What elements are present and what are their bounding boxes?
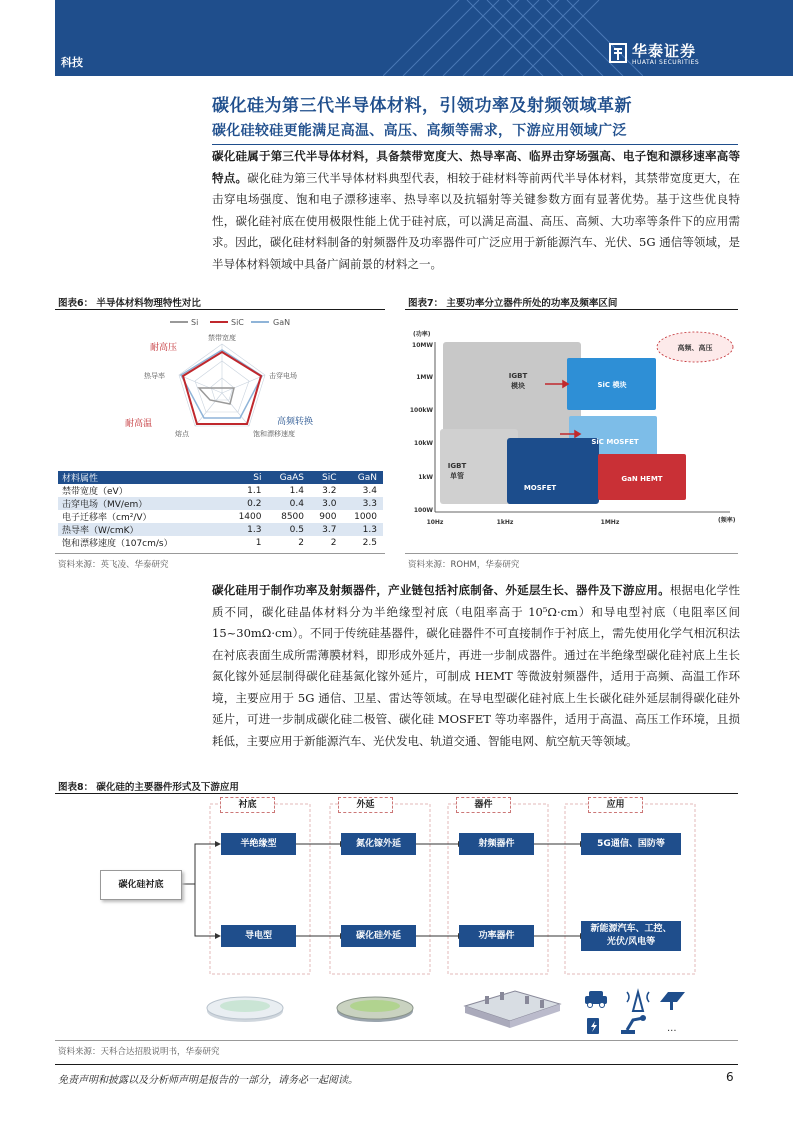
table-cell: 0.2 xyxy=(227,497,267,510)
legend-gan: GaN xyxy=(273,318,291,327)
logo-chinese: 华泰证券 xyxy=(632,42,697,60)
paragraph-intro-body: 碳化硅为第三代半导体材料典型代表，相较于硅材料等前两代半导体材料，其禁带宽度更大，在击穿电场强度、饱和电子漂移速率、热导率以及抗辐射等关键参数方面有显著优势。基于这些优良特性，碳化硅衬底在使用极限性能上优于硅衬底，可以满足高温、高压、高频、大功率等条件下的应用需求。因此，碳化硅材料制备的射频器件及功率器件可广泛应用于新能源汽车、光伏、5G 通信等领域，是半导体材料领域中具备广阔前景的材料之一。 xyxy=(212,170,740,271)
table-cell: 击穿电场（MV/em） xyxy=(58,497,227,510)
label-sic-mosfet: SiC MOSFET xyxy=(591,438,639,446)
fig8-label: 图表8： 碳化硅的主要器件形式及下游应用 xyxy=(58,782,239,793)
stage-device: 器件 xyxy=(456,797,511,813)
fig6-legend xyxy=(170,318,290,327)
paragraph-intro xyxy=(212,146,740,275)
fig7-bottom-rule xyxy=(405,553,738,554)
table-row xyxy=(58,536,383,549)
table-cell: 0.5 xyxy=(267,523,310,536)
label-igbt-discrete-l1: IGBT xyxy=(447,462,467,470)
node-ev-pv: 新能源汽车、工控、 光伏/风电等 xyxy=(581,921,681,951)
page-header xyxy=(55,0,793,76)
node-5g-defense: 5G通信、国防等 xyxy=(581,833,681,855)
table-cell: 2 xyxy=(330,537,337,548)
table-header: 材料属性 xyxy=(58,471,227,484)
header-pattern xyxy=(383,0,643,76)
flow-connectors xyxy=(182,844,580,936)
label-gan-hemt: GaN HEMT xyxy=(621,475,663,483)
table-cell: 2.5 xyxy=(362,537,377,548)
table-cell: 1400 xyxy=(238,511,262,522)
fig7-source: 资料来源：ROHM，华泰研究 xyxy=(408,560,520,570)
table-cell: 1000 xyxy=(354,511,377,522)
charging-icon xyxy=(587,1018,599,1034)
table-cell: 电子迁移率（cm²/V） xyxy=(62,513,152,523)
epi-wafer-image xyxy=(337,997,413,1022)
stage-epitaxy: 外延 xyxy=(338,797,393,813)
footer-disclaimer: 免责声明和披露以及分析师声明是报告的一部分，请务必一起阅读。 xyxy=(58,1075,358,1086)
label-igbt-discrete-l2: 单管 xyxy=(450,472,464,480)
table-cell: 1 xyxy=(255,537,262,548)
legend-sic: SiC xyxy=(231,318,244,327)
node-conductive: 导电型 xyxy=(221,925,296,947)
fig7-power-frequency-chart xyxy=(405,312,738,552)
paragraph-supply-chain-lead: 碳化硅用于制作功率及射频器件，产业链包括衬底制备、外延层生长、器件及下游应用。 xyxy=(212,583,670,597)
title-divider xyxy=(212,144,738,145)
table-header-row xyxy=(58,471,383,484)
fig7-top-rule xyxy=(405,309,738,310)
stage-application: 应用 xyxy=(588,797,643,813)
radar-grid xyxy=(179,344,265,426)
page-title: 碳化硅为第三代半导体材料，引领功率及射频领域革新 xyxy=(212,96,632,116)
label-igbt-module-l2: 模块 xyxy=(511,382,525,390)
table-cell: 饱和漂移速度（107cm/s） xyxy=(62,539,173,549)
table-row xyxy=(58,510,383,523)
fig6-label: 图表6： 半导体材料物理特性对比 xyxy=(58,298,201,309)
table-row xyxy=(58,523,383,536)
fig8-top-rule xyxy=(55,793,738,794)
region-igbt-module xyxy=(443,342,581,442)
callout-high-freq: 高频转换 xyxy=(277,417,314,427)
table-cell: 3.4 xyxy=(362,485,377,496)
table-cell: 1.3 xyxy=(342,523,383,536)
axis-saturation: 饱和漂移速度 xyxy=(253,430,295,438)
label-mosfet: MOSFET xyxy=(523,484,557,492)
solar-panel-icon xyxy=(660,992,685,1010)
y-tick-1mw: 1MW xyxy=(416,374,433,381)
callout-high-temp: 耐高温 xyxy=(125,419,153,429)
label-sic-module: SiC 模块 xyxy=(597,381,627,389)
table-cell: 3.0 xyxy=(310,497,342,510)
power-module-image xyxy=(465,991,560,1028)
fig6-bottom-rule xyxy=(55,553,385,554)
node-power-device: 功率器件 xyxy=(459,925,534,947)
y-tick-100kw: 100kW xyxy=(409,407,433,414)
wafer-image xyxy=(207,997,283,1022)
table-cell: 1.3 xyxy=(227,523,267,536)
x-unit: (频率) xyxy=(718,517,736,524)
huatai-logo xyxy=(608,40,738,70)
robot-arm-icon xyxy=(621,1015,646,1034)
paragraph-supply-chain xyxy=(212,580,740,752)
page-subtitle: 碳化硅较硅更能满足高温、高压、高频等需求，下游应用领域广泛 xyxy=(212,123,627,139)
region-mosfet xyxy=(507,438,599,504)
antenna-icon xyxy=(627,992,649,1011)
node-semi-insulating: 半绝缘型 xyxy=(221,833,296,855)
x-tick-1mhz: 1MHz xyxy=(600,519,620,526)
y-tick-100w: 100W xyxy=(413,507,433,514)
fig6-properties-table xyxy=(58,471,383,549)
table-cell: 0.4 xyxy=(267,497,310,510)
table-cell: 8500 xyxy=(281,511,304,522)
table-cell: 3.2 xyxy=(322,485,337,496)
table-row xyxy=(58,497,383,510)
sic-substrate-node: 碳化硅衬底 xyxy=(100,870,182,900)
paragraph-intro-lead: 碳化硅属于第三代半导体材料，具备禁带宽度大、热导率高、临界击穿场强高、电子饱和漂移速率高等特点。 xyxy=(212,149,740,185)
table-header: Si xyxy=(227,471,267,484)
y-tick-10mw: 10MW xyxy=(412,342,433,349)
y-tick-1kw: 1kW xyxy=(418,474,433,481)
table-row xyxy=(58,484,383,497)
x-tick-1khz: 1kHz xyxy=(496,519,514,526)
x-tick-10hz: 10Hz xyxy=(426,519,444,526)
fig8-bottom-rule xyxy=(55,1040,738,1041)
table-cell: 900 xyxy=(319,511,337,522)
car-icon xyxy=(585,991,607,1008)
axis-melting: 熔点 xyxy=(175,430,189,438)
huatai-logo-icon xyxy=(608,42,628,64)
axis-breakdown: 击穿电场 xyxy=(269,372,297,380)
node-sic-epitaxy: 碳化硅外延 xyxy=(341,925,416,947)
axis-bandgap: 禁带宽度 xyxy=(208,334,236,342)
more-apps-ellipsis: ... xyxy=(667,1023,677,1034)
table-cell: 热导率（W/cmK） xyxy=(58,523,227,536)
table-header: GaN xyxy=(342,471,383,484)
legend-si: Si xyxy=(191,318,199,327)
table-cell: 1.4 xyxy=(289,485,304,496)
table-cell: 3.3 xyxy=(342,497,383,510)
node-gan-epitaxy: 氮化镓外延 xyxy=(341,833,416,855)
table-header: SiC xyxy=(310,471,342,484)
section-tag: 科技 xyxy=(61,56,83,69)
callout-high-voltage: 耐高压 xyxy=(150,343,178,353)
table-cell: 1.1 xyxy=(247,485,262,496)
table-header: GaAS xyxy=(267,471,310,484)
fig6-radar-chart xyxy=(55,312,385,470)
fig8-source: 资料来源：天科合达招股说明书，华泰研究 xyxy=(58,1047,220,1057)
fig7-label: 图表7： 主要功率分立器件所处的功率及频率区间 xyxy=(408,298,618,309)
table-cell: 禁带宽度（eV） xyxy=(62,487,128,497)
paragraph-supply-chain-body: 根据电化学性质不同，碳化硅晶体材料分为半绝缘型衬底（电阻率高于 10⁵Ω·cm）和导电型衬底（电阻率区间 15~30mΩ·cm）。不同于传统硅基器件，碳化硅器件不可直接制作于衬底上，需先使用化学气相沉积法在衬底表面生成所需薄膜材料，即形成外延片，再进一步制成器件。通过在半绝缘型碳化硅衬底上生长氮化镓外延层制得碳化硅基氮化镓外延片，可制成 HEMT 等微波射频器件，适用于高频、高温工作环境，主要应用于 5G 通信、卫星、雷达等领域。在导电型碳化硅衬底上生长碳化硅外延层制得碳化硅外延片，可进一步制成碳化硅二极管、碳化硅 MOSFET 等功率器件，适用于高温、高压工作环境，且损耗低，主要应用于新能源汽车、光伏发电、轨道交通、智能电网、航空航天等领域。 xyxy=(212,583,741,748)
table-cell: 2 xyxy=(298,537,304,548)
y-tick-10kw: 10kW xyxy=(414,440,433,447)
fig6-top-rule xyxy=(55,309,385,310)
node-rf-device: 射频器件 xyxy=(459,833,534,855)
table-cell: 3.7 xyxy=(310,523,342,536)
stage-substrate: 衬底 xyxy=(220,797,275,813)
fig6-source: 资料来源：英飞凌、华泰研究 xyxy=(58,560,169,570)
footer-divider xyxy=(55,1064,738,1065)
logo-english: HUATAI SECURITIES xyxy=(632,59,700,66)
fig8-flow-diagram xyxy=(55,796,738,1036)
callout-high-freq-voltage: 高频、高压 xyxy=(677,344,713,352)
label-igbt-module-l1: IGBT xyxy=(508,372,528,380)
axis-thermal: 热导率 xyxy=(144,372,165,380)
page-number: 6 xyxy=(726,1070,734,1084)
y-unit: (功率) xyxy=(413,331,431,338)
